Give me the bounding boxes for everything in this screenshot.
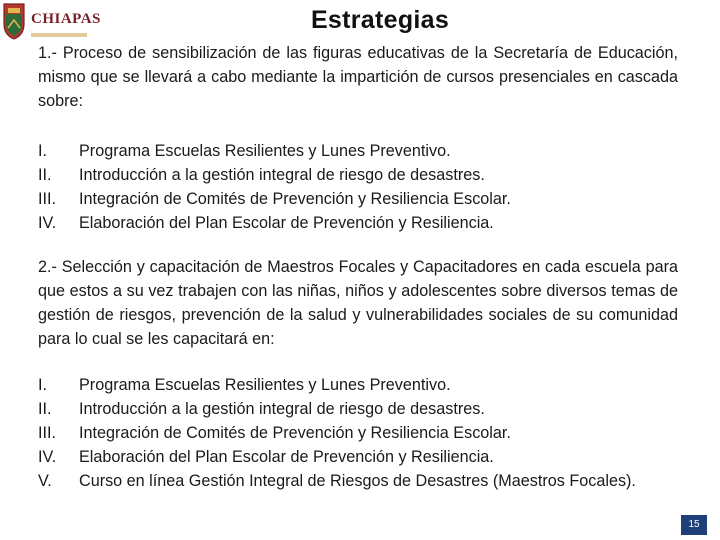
list-item — [38, 373, 678, 397]
list-item-text: Curso en línea Gestión Integral de Riesgos de Desastres (Maestros Focales). — [79, 472, 636, 490]
list-item-number: III. — [38, 190, 56, 208]
list-item — [38, 469, 678, 493]
list-item-text: Programa Escuelas Resilientes y Lunes Preventivo. — [79, 376, 451, 394]
list-item-text: Integración de Comités de Prevención y Resiliencia Escolar. — [79, 190, 511, 208]
section2-list — [38, 373, 678, 493]
list-item — [38, 163, 678, 187]
list-item-number: II. — [38, 400, 52, 418]
list-item — [38, 397, 678, 421]
list-item-text: Elaboración del Plan Escolar de Prevención y Resiliencia. — [79, 214, 494, 232]
list-item — [38, 421, 678, 445]
list-item-text: Programa Escuelas Resilientes y Lunes Preventivo. — [79, 142, 451, 160]
list-item-text: Integración de Comités de Prevención y Resiliencia Escolar. — [79, 424, 511, 442]
section1-list — [38, 139, 678, 235]
list-item-number: II. — [38, 166, 52, 184]
section2-intro: 2.- Selección y capacitación de Maestros Focales y Capacitadores en cada escuela para que estos a su vez trabajen con las niñas, niños y adolescentes sobre diversos temas de gestión de riesgos, prevención de la salud y vulnerabilidades sociales de su comunidad para lo cual se les capacitará en: — [38, 258, 678, 348]
list-item-number: I. — [38, 376, 47, 394]
list-item-text: Introducción a la gestión integral de riesgo de desastres. — [79, 166, 485, 184]
page-number-badge: 15 — [681, 515, 707, 535]
list-item-number: V. — [38, 472, 52, 490]
list-item-number: I. — [38, 142, 47, 160]
list-item-text: Elaboración del Plan Escolar de Prevención y Resiliencia. — [79, 448, 494, 466]
list-item — [38, 139, 678, 163]
page-title: Estrategias — [310, 6, 450, 34]
list-item-number: IV. — [38, 214, 57, 232]
list-item — [38, 445, 678, 469]
list-item-number: IV. — [38, 448, 57, 466]
list-item-number: III. — [38, 424, 56, 442]
logo-brand-text: CHIAPAS — [31, 11, 101, 27]
section1-intro: 1.- Proceso de sensibilización de las figuras educativas de la Secretaría de Educación, mismo que se llevará a cabo mediante la impartición de cursos presenciales en cascada sobre: — [38, 44, 678, 110]
list-item-text: Introducción a la gestión integral de riesgo de desastres. — [79, 400, 485, 418]
list-item — [38, 211, 678, 235]
list-item — [38, 187, 678, 211]
